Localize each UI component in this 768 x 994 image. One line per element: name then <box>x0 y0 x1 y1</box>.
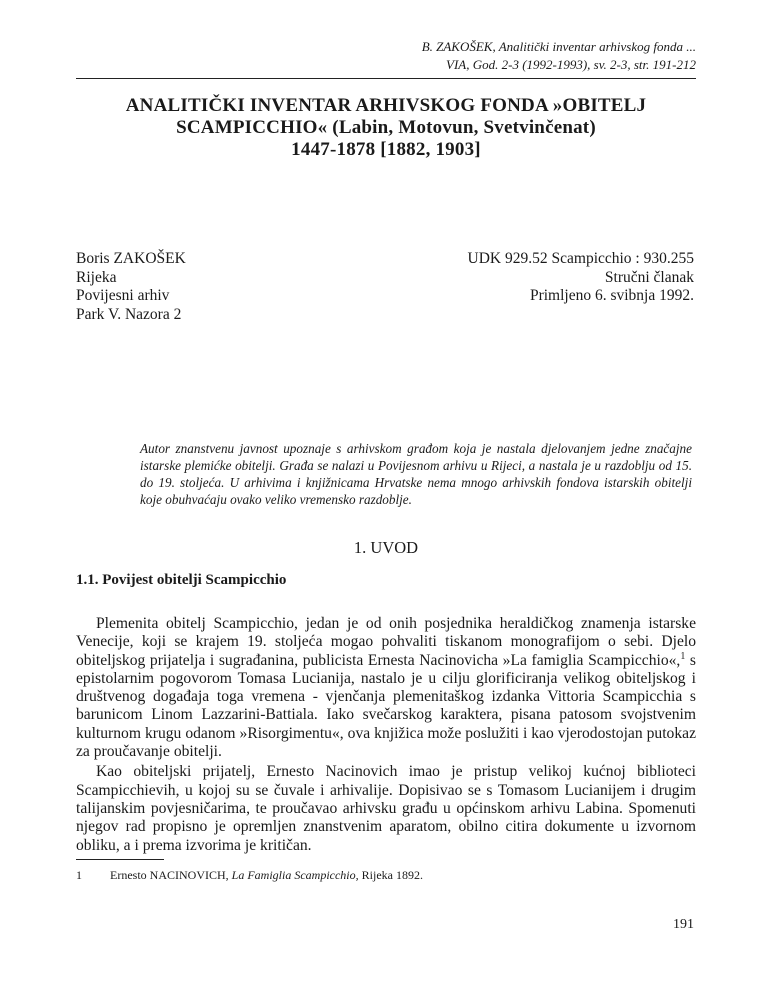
author-institution: Povijesni arhiv <box>76 287 170 304</box>
footnote-number: 1 <box>76 868 82 882</box>
abstract: Autor znanstvenu javnost upoznaje s arhivskom građom koja je nastala djelovanjem jedne značajne istarske plemićke obitelji. Građa se nalazi u Povijesnom arhivu u Rijeci, a nastala je u razdoblju od 15. do 19. stoljeća. U arhivima i knjižnicama Hrvatske nema mnogo arhivskih fondova istarskih obitelji koje obuhvaćaju ovako veliko vremensko razdoblje. <box>140 441 692 507</box>
running-head-line-1: B. ZAKOŠEK, Analitički inventar arhivskog fonda ... <box>421 39 696 54</box>
title-line-1: ANALITIČKI INVENTAR ARHIVSKOG FONDA »OBITELJ <box>125 95 647 116</box>
section-heading: 1. UVOD <box>353 538 419 557</box>
subsection-heading: 1.1. Povijest obitelji Scampicchio <box>76 572 287 588</box>
paragraph-1 <box>76 615 696 761</box>
author-name: Boris ZAKOŠEK <box>76 250 186 267</box>
article-title <box>76 95 696 161</box>
footnote-title: La Famiglia Scampicchio, <box>231 868 359 882</box>
footnote-place-year: Rijeka 1892. <box>361 868 423 882</box>
article-meta <box>468 250 694 306</box>
udk-code: UDK 929.52 Scampicchio : 930.255 <box>467 250 694 267</box>
footnote-rule <box>76 859 164 860</box>
footnote <box>76 868 423 883</box>
author-block <box>76 250 186 324</box>
footnote-reference[interactable]: 1 <box>680 650 686 662</box>
paragraph-1-part-b: s epistolarnim pogovorom Tomasa Lucianija, nastalo je u cilju glorificiranja velikog obiteljskog i društvenog događaja toga vremena - vjenčanja plemenitaškog izdanka Vittoria Scampicchia s barunicom Linom Lazzarini-Battiala. Iako svečarskog karaktera, pisana patosom svojstvenim kulturnom krugu odanom »Risorgimentu«, ova knjižica može poslužiti i kao vjerodostojan putokaz za proučavanje obitelji. <box>76 651 696 761</box>
paragraph-1-part-a: Plemenita obitelj Scampicchio, jedan je od onih posjednika heraldičkog znamenja istarske Venecije, koji se krajem 19. stoljeća mogao pohvaliti tiskanom monografijom o sebi. Djelo obiteljskog prijatelja i sugrađanina, publicista Ernesta Nacinovicha »La famiglia Scampicchio«, <box>76 615 696 669</box>
page-number: 191 <box>673 917 694 932</box>
body-text <box>76 615 696 855</box>
title-line-2: SCAMPICCHIO« (Labin, Motovun, Svetvinčenat) <box>176 117 596 138</box>
title-line-3: 1447-1878 [1882, 1903] <box>291 139 481 160</box>
running-head <box>200 38 696 74</box>
footnote-author: Ernesto NACINOVICH, <box>110 868 229 882</box>
header-rule <box>76 78 696 79</box>
author-city: Rijeka <box>76 268 117 286</box>
paragraph-2: Kao obiteljski prijatelj, Ernesto Nacinovich imao je pristup velikoj kućnoj biblioteci Scampicchievih, u kojoj su se čuvale i arhivalije. Dopisivao se s Tomasom Lucianijem i drugim talijanskim povjesničarima, te proučavao arhivsku građu u općinskom arhivu Labina. Spomenuti njegov rad propisno je opremljen znanstvenim aparatom, obilno citira dokumente u izvornom obliku, a i prema izvorima je kritičan. <box>76 763 696 854</box>
running-head-line-2: VIA, God. 2-3 (1992-1993), sv. 2-3, str. 191-212 <box>446 57 696 72</box>
received-date: Primljeno 6. svibnja 1992. <box>529 287 694 304</box>
author-address: Park V. Nazora 2 <box>76 305 182 323</box>
article-type: Stručni članak <box>604 268 694 286</box>
